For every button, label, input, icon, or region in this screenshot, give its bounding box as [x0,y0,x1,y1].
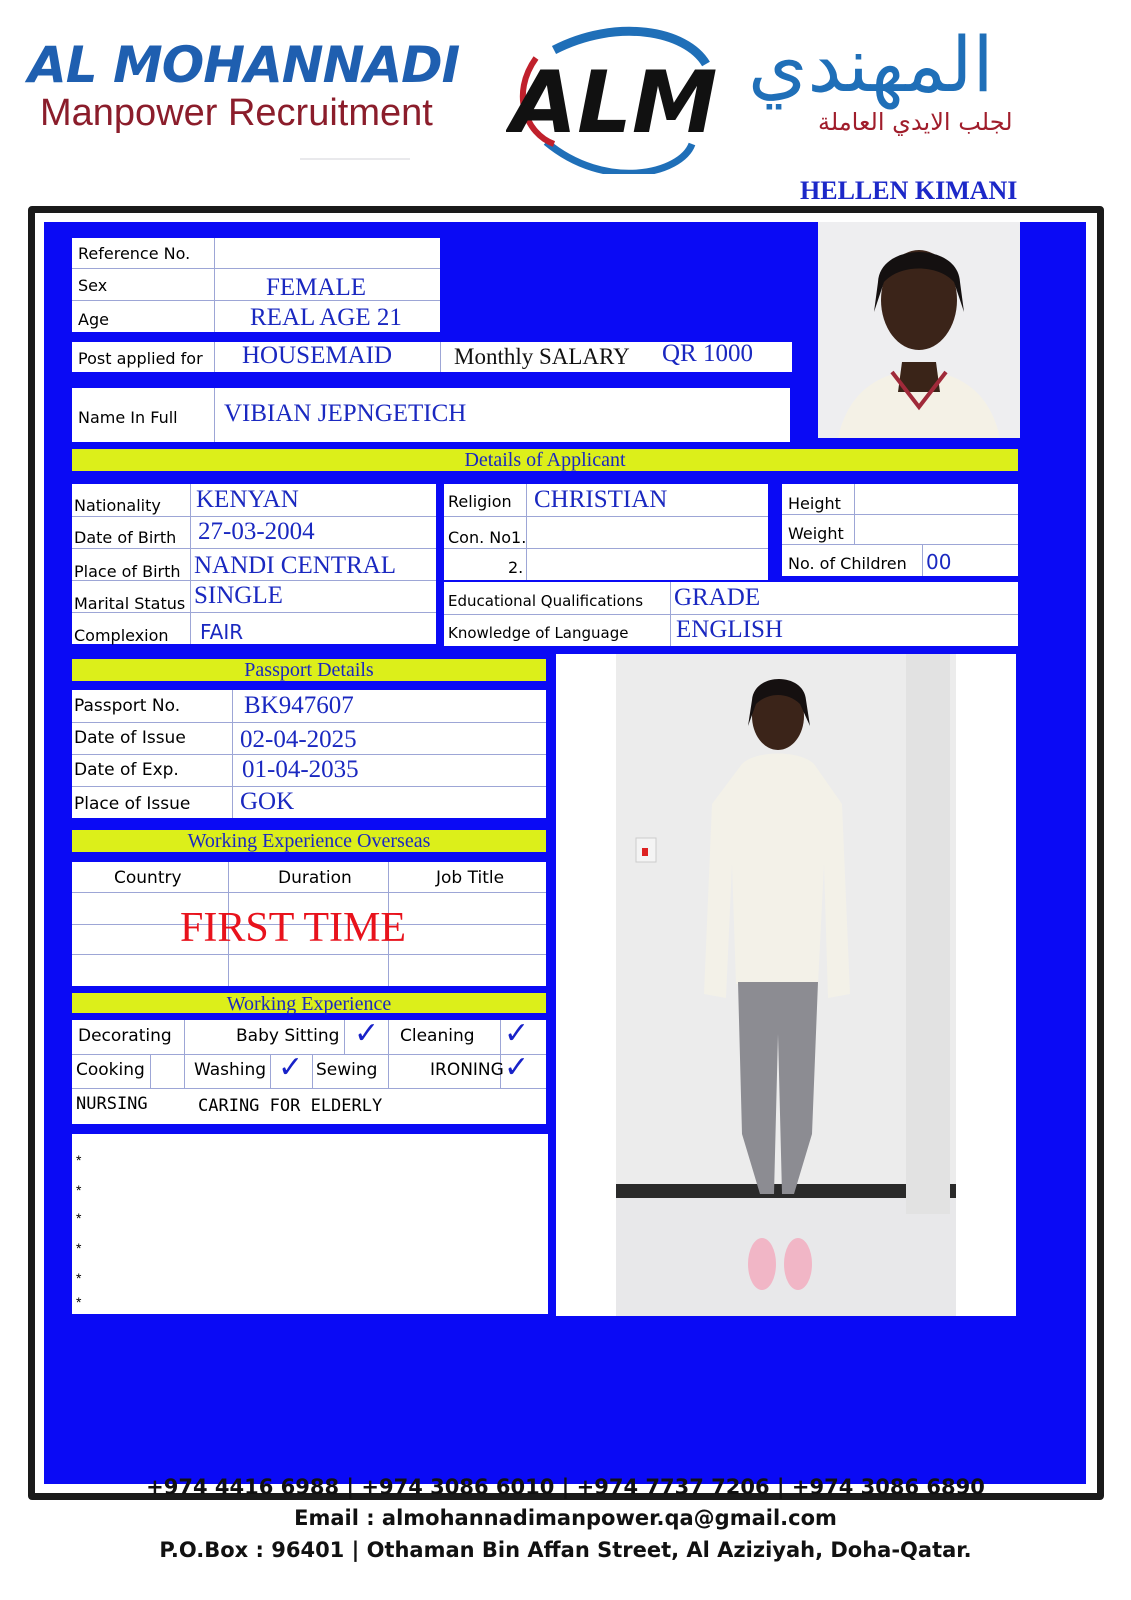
agent-name: HELLEN KIMANI [800,176,1018,205]
brand-arabic-tagline: لجلب الايدي العاملة [818,108,1013,136]
cleaning-check-icon: ✓ [504,1016,530,1051]
pob-label: Place of Birth [74,562,181,581]
exp-date-label: Date of Exp. [74,760,179,780]
first-time-stamp: FIRST TIME [180,905,406,951]
children-value: 00 [926,550,952,574]
post-label: Post applied for [78,349,203,368]
baby-sitting-check-icon: ✓ [354,1016,380,1051]
details-section-header: Details of Applicant [72,449,1018,471]
brand-name: AL MOHANNADI [28,36,460,94]
brand-arabic: المهندي [748,20,994,109]
contact2-label: 2. [508,558,524,577]
language-value: ENGLISH [676,616,783,643]
note-bullet: * [76,1270,82,1286]
skill-washing: Washing [194,1060,267,1080]
nationality-label: Nationality [74,496,161,515]
footer-email: Email : almohannadimanpower.qa@gmail.com [294,1506,837,1530]
applicant-right-table [782,484,1018,576]
note-bullet: * [76,1240,82,1256]
ironing-check-icon: ✓ [504,1050,530,1085]
skill-ironing: IRONING [430,1060,504,1080]
footer-phones: +974 4416 6988 | +974 3086 6010 | +974 7737 7206 | +974 3086 6890 [146,1475,985,1499]
note-bullet: * [76,1294,82,1310]
name-label: Name In Full [78,408,178,427]
education-label: Educational Qualifications [448,592,644,610]
salary-label: Monthly SALARY [454,344,630,369]
salary-value: QR 1000 [662,340,753,367]
skill-decorating: Decorating [78,1026,172,1046]
brand-tagline: Manpower Recruitment [40,92,433,134]
children-label: No. of Children [788,554,907,573]
issue-place-value: GOK [240,788,295,815]
passport-table [72,690,546,818]
complexion-label: Complexion [74,626,169,645]
passport-no-value: BK947607 [244,692,354,719]
experience-section-header: Working Experience [72,993,546,1013]
experience-table [72,1016,546,1124]
overseas-section-header: Working Experience Overseas [72,830,546,852]
sex-label: Sex [78,276,108,295]
marital-value: SINGLE [194,582,283,609]
skill-cleaning: Cleaning [400,1026,475,1046]
note-bullet: * [76,1210,82,1226]
issue-place-label: Place of Issue [74,794,191,814]
passport-section-header: Passport Details [72,659,546,681]
notes-box [72,1134,548,1314]
post-value: HOUSEMAID [242,342,392,369]
col-country: Country [114,868,182,888]
name-value: VIBIAN JEPNGETICH [224,400,467,427]
dob-value: 27-03-2004 [198,518,315,545]
divider [300,158,410,160]
note-bullet: * [76,1152,82,1168]
age-value: REAL AGE 21 [250,304,402,331]
alm-logo [506,24,726,174]
post-row [72,342,792,372]
applicant-left-table [72,484,436,644]
reference-label: Reference No. [78,244,191,263]
weight-label: Weight [788,524,844,543]
name-row [72,388,790,442]
skill-caring-elderly: CARING FOR ELDERLY [198,1096,383,1116]
age-label: Age [78,310,109,329]
skill-nursing: NURSING [76,1094,148,1114]
nationality-value: KENYAN [196,486,299,513]
language-label: Knowledge of Language [448,624,629,642]
alm-logo-text: ALM [510,53,718,153]
complexion-value: FAIR [200,620,244,644]
sex-value: FEMALE [266,274,366,301]
applicant-mid-table [444,484,768,580]
issue-date-label: Date of Issue [74,728,186,748]
col-duration: Duration [278,868,352,888]
footer-address: P.O.Box : 96401 | Othaman Bin Affan Street, Al Aziziyah, Doha-Qatar. [159,1538,972,1562]
pob-value: NANDI CENTRAL [194,552,397,579]
col-job-title: Job Title [436,868,505,888]
height-label: Height [788,494,841,513]
issue-date-value: 02-04-2025 [240,726,357,753]
education-value: GRADE [674,584,761,611]
dob-label: Date of Birth [74,528,177,547]
passport-no-label: Passport No. [74,696,181,716]
skill-sewing: Sewing [316,1060,378,1080]
contact1-label: Con. No1. [448,528,527,547]
education-language-table [444,582,1018,646]
applicant-headshot [818,222,1020,438]
marital-label: Marital Status [74,594,186,613]
skill-cooking: Cooking [76,1060,145,1080]
note-bullet: * [76,1182,82,1198]
skill-baby-sitting: Baby Sitting [236,1026,340,1046]
applicant-full-photo [556,654,1016,1316]
top-info-table [72,238,440,332]
religion-value: CHRISTIAN [534,486,668,513]
washing-check-icon: ✓ [278,1050,304,1085]
exp-date-value: 01-04-2035 [242,756,359,783]
overseas-table [72,862,546,986]
religion-label: Religion [448,492,512,511]
